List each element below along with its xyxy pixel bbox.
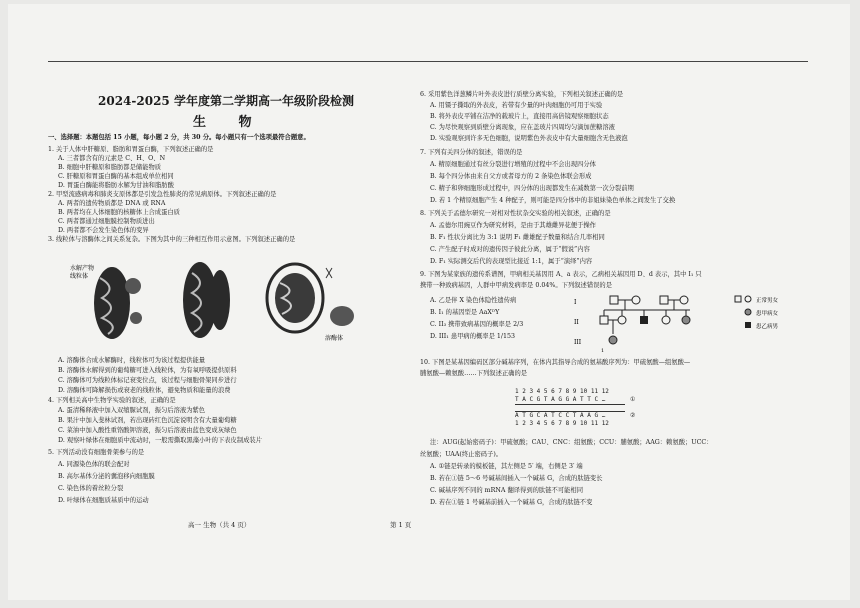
mitochondrion-panel-3 [267,264,354,332]
page-footer-left: 高一 生物（共 4 页） [188,521,251,529]
strand-1-marker: ① [630,396,636,403]
option-a: A. 蛋清稀释液中加入双缩脲试剂，振匀后溶液为紫色 [58,407,206,414]
option-b: B. F₁ 性状分离比为 3:1 说明 F₁ 雌雄配子数量和结合几率相同 [430,234,605,241]
option-a: A. 用镊子撕取的外表皮，若带有少量的叶肉细胞仍可用于实验 [430,102,603,109]
legend-disease-b-male [745,322,751,328]
option-a: A. 两者的遗传物质都是 DNA 或 RNA [58,200,166,207]
question-stem: 9. 下图为某家族的遗传系谱图，甲病相关基因用 A、a 表示，乙病相关基因用 D、d 表示，其中 I₁ 只 [420,271,702,278]
pedigree-affected-female [609,336,617,344]
gen-label-ii: II [574,319,579,326]
option-a: A. 乙是伴 X 染色体隐性遗传病 [430,297,517,304]
pedigree-female [680,296,688,304]
option-c: C. 肝糖原和胃蛋白酶的基本组成单位相同 [58,173,174,180]
option-c: C. 碱基序列不同的 mRNA 翻译得到的肽链不可能相同 [430,487,584,494]
pedigree-number: 1 [601,348,605,354]
option-c: C. 精子和卵细胞形成过程中，四分体的出现都发生在减数第一次分裂前期 [430,185,634,192]
option-c: C. 产生配子时成对的遗传因子彼此分离，属于“假说”内容 [430,246,590,253]
section-heading: 一、选择题：本题包括 15 小题，每小题 2 分，共 30 分。每小题只有一个选项最符合题意。 [48,134,310,141]
pedigree-female [618,316,626,324]
option-c: C. 为尽快观察到质壁分离现象，应在盖玻片四周均匀滴加蔗糖溶液 [430,124,615,131]
option-a: A. ①链是转录的模板链，其左侧是 5′ 端，右侧是 3′ 端 [430,463,583,470]
option-b: B. 两者均在人体细胞的核糖体上合成蛋白质 [58,209,180,216]
gen-label-i: I [574,299,577,306]
option-b: B. I₁ 的基因型是 AaXᴰY [430,309,500,316]
legend-normal-female [745,296,751,302]
label-mitochondrion: 线粒体 [70,273,89,280]
top-rule [48,61,808,62]
exam-page [8,4,850,600]
legend-label: 正常男女 [756,298,779,304]
codon-note-cont: 丝氨酸；UAA(终止密码子)。 [420,451,503,458]
legend-disease-a-female [745,309,751,315]
option-b: B. 将外表皮平铺在洁净的载玻片上，直接用高倍镜观察细胞状态 [430,113,609,120]
option-c: C. 溶酶体可为线粒体标记衰变位点，该过程与细胞骨架同步进行 [58,377,237,384]
option-d: D. 若在①链 1 号碱基前插入一个碱基 G，合成的肽链不变 [430,499,593,506]
option-d: D. 胃蛋白酶能将脂肪水解为甘油和脂肪酸 [58,182,174,189]
label-lysosome: 溶酶体 [325,335,344,342]
pedigree-male [610,296,618,304]
option-c: C. 两者都通过细胞膜控制物质进出 [58,218,155,225]
option-b: B. 溶酶体水解得到的葡萄糖可进入线粒体，为有氧呼吸提供原料 [58,367,237,374]
page-footer-right: 第 1 页 [390,521,412,529]
question-stem: 10. 下图是某基因编码区部分碱基序列，在体内其指导合成的氨基酸序列为：甲硫氨酸—组氨酸— [420,359,691,366]
pedigree-male [600,316,608,324]
codon-note: 注：AUG(起始密码子)：甲硫氨酸；CAU、CNC：组氨酸；CCU：脯氨酸；AAG：赖氨酸；UCC： [430,439,713,446]
option-a: A. 精原细胞通过有丝分裂进行增殖的过程中不会出现四分体 [430,161,596,168]
subject-title: 生 物 [193,115,266,130]
pedigree-female [632,296,640,304]
option-d: D. F₁ 实际测交后代的表现型比接近 1:1，属于“演绎”内容 [430,258,593,265]
legend-label: 患乙病男 [756,324,779,330]
question-stem: 5. 下列活动没有细胞骨架参与的是 [48,449,145,456]
mitochondrion-panel-1 [94,267,142,339]
label-hydrolysis-product: 水解产物 [70,265,95,272]
option-b: B. 果汁中加入斐林试剂，若出现砖红色沉淀说明含有大量葡萄糖 [58,417,237,424]
option-b: B. 细胞中肝糖原和脂肪都是储能物质 [58,164,162,171]
option-b: B. 高尔基体分泌的囊泡移向细胞膜 [58,473,155,480]
question-stem: 4. 下列相关高中生物学实验的叙述，正确的是 [48,397,176,404]
question-stem: 8. 下列关于孟德尔研究一对相对性状杂交实验的相关叙述，正确的是 [420,210,611,217]
question-stem: 3. 线粒体与溶酶体之间关系复杂。下图为其中的三种相互作用示意图。下列叙述正确的是 [48,236,296,243]
strand-2-marker: ② [630,412,636,419]
option-d: D. 叶绿体在细胞质基质中的运动 [58,497,149,504]
strand-1: T A C G T A G G A T T C … [515,396,606,403]
option-a: A. 孟德尔用豌豆作为研究材料，是由于其雄雌异花便于操作 [430,222,596,229]
pedigree-chart [570,292,815,354]
option-d: D. 实验观察到许多无色细胞，说明紫色外表皮中有大量细胞含无色液泡 [430,135,628,142]
legend-normal-male [735,296,741,302]
option-d: D. 观察叶绿体在细胞质中流动时，一般需撕取黑藻小叶的下表皮制成装片 [58,437,263,444]
question-stem: 1. 关于人体中肝糖原、脂肪和胃蛋白酶，下列叙述正确的是 [48,146,214,153]
option-d: D. 两者都不会发生染色体的变异 [58,227,149,234]
pedigree-affected-female [682,316,690,324]
option-b: B. 每个四分体由来自父方或者母方的 2 条染色体联会形成 [430,173,592,180]
legend-label: 患甲病女 [756,311,779,317]
option-d: D. 溶酶体可降解损伤或衰老的线粒体，避免物质和能量的浪费 [58,387,231,394]
base-numbers-bottom: 1 2 3 4 5 6 7 8 9 10 11 12 [515,420,609,427]
pedigree-male [660,296,668,304]
double-helix-lines [515,404,625,412]
gen-label-iii: III [574,339,582,346]
question-stem-cont: 脯氨酸—赖氨酸……下列叙述正确的是 [420,370,528,377]
mitochondria-lysosome-figure [70,248,380,350]
mitochondrion-panel-2 [183,262,230,338]
question-stem: 7. 下列有关四分体的叙述，错误的是 [420,149,523,156]
exam-title: 2024-2025 学年度第二学期高一年级阶段检测 [98,94,354,108]
option-a: A. 三者都含有的元素是 C、H、O、N [58,155,166,162]
option-a: A. 溶酶体合成水解酶时，线粒体可为该过程提供能量 [58,357,206,364]
option-d: D. III₁ 患甲病的概率是 1/153 [430,333,516,340]
option-a: A. 同源染色体的联会配对 [58,461,130,468]
option-c: C. II₃ 携带致病基因的概率是 2/3 [430,321,524,328]
option-c: C. 染色体的着丝粒分裂 [58,485,124,492]
option-c: C. 菜油中加入酸性重铬酸钾溶液，振匀后溶液由蓝色变成灰绿色 [58,427,237,434]
question-stem-cont: 携带一种致病基因，人群中甲病发病率是 0.04%。下列叙述错误的是 [420,282,613,289]
strand-2: A T G C A T C C T A A G … [515,412,606,419]
pedigree-affected-male [640,316,648,324]
question-stem: 2. 甲型流感病毒和肺炎支原体都是引发急性肺炎的常见病原体。下列叙述正确的是 [48,191,277,198]
pedigree-female [662,316,670,324]
question-stem: 6. 采用紫色洋葱鳞片叶外表皮进行质壁分离实验，下列相关叙述正确的是 [420,91,624,98]
option-d: D. 若 1 个精原细胞产生 4 种配子，则可能是四分体中的非姐妹染色单体之间发生了交换 [430,197,676,204]
option-b: B. 若在①链 5～6 号碱基间插入一个碱基 G，合成的肽链变长 [430,475,603,482]
base-numbers-top: 1 2 3 4 5 6 7 8 9 10 11 12 [515,388,609,395]
